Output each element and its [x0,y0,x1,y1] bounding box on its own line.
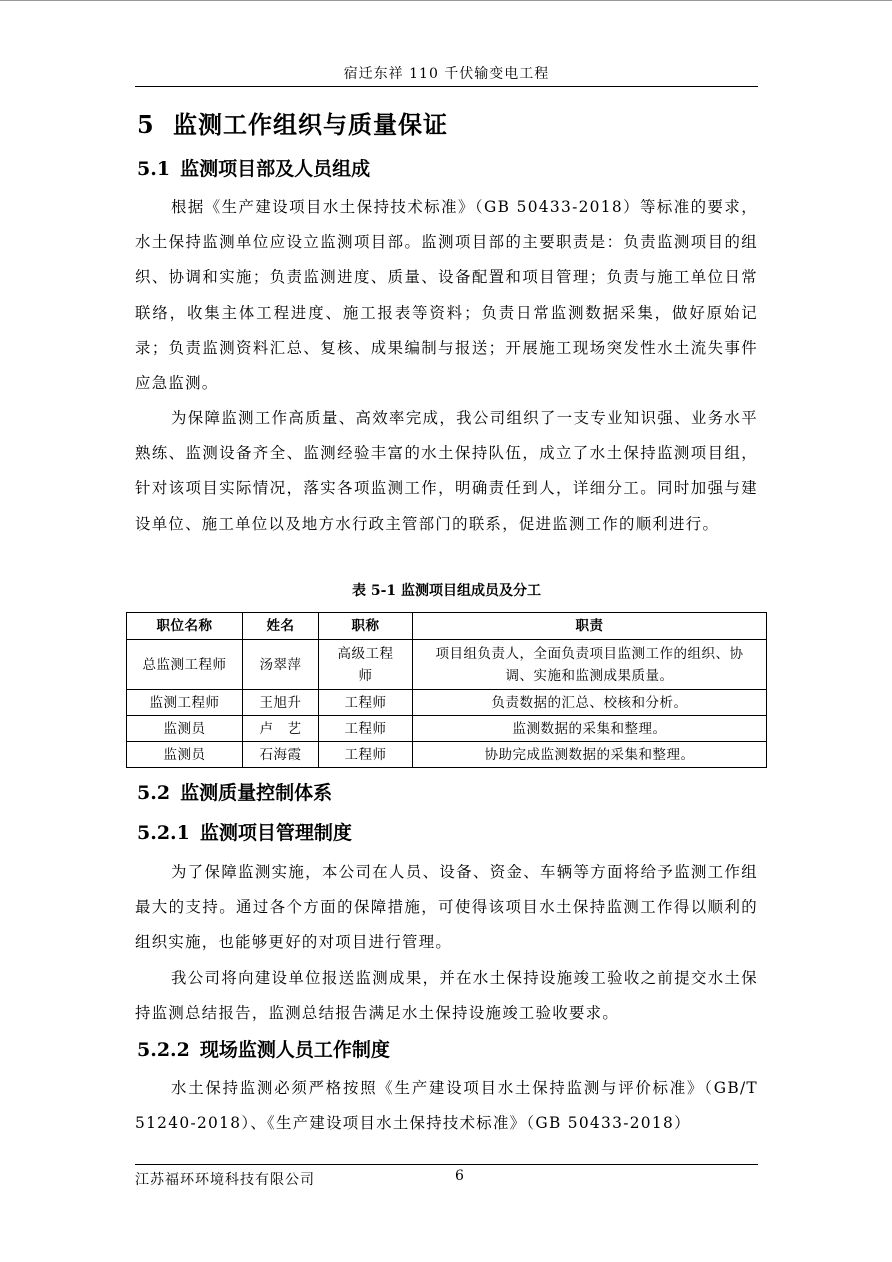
paragraph: 我公司将向建设单位报送监测成果，并在水土保持设施竣工验收之前提交水土保持监测总结报告，监测总结报告满足水土保持设施竣工验收要求。 [135,969,758,1023]
section-5-1-heading [137,155,370,183]
table-cell: 监测工程师 [127,690,243,716]
section-number: 5 [137,110,155,139]
column-header: 职位名称 [127,613,243,640]
section-5-2-2-heading [137,1036,390,1064]
paragraph: 根据《生产建设项目水土保持技术标准》（GB 50433-2018）等标准的要求，水土保持监测单位应设立监测项目部。监测项目部的主要职责是：负责监测项目的组织、协调和实施；负责监测进度、质量、设备配置和项目管理；负责与施工单位日常联络，收集主体工程进度、施工报表等资料；负责日常监测数据采集，做好原始记录；负责监测资料汇总、复核、成果编制与报送；开展施工现场突发性水土流失事件应急监测。 [135,198,758,393]
paragraph: 为保障监测工作高质量、高效率完成，我公司组织了一支专业知识强、业务水平熟练、监测设备齐全、监测经验丰富的水土保持队伍，成立了水土保持监测项目组，针对该项目实际情况，落实各项监测工作，明确责任到人，详细分工。同时加强与建设单位、施工单位以及地方水行政主管部门的联系，促进监测工作的顺利进行。 [135,409,758,533]
footer-company: 江苏福环环境科技有限公司 [135,1172,315,1188]
table-row [127,716,767,742]
table-cell: 高级工程师 [319,640,413,690]
section-5-heading [137,108,448,142]
section-5-2-1-heading [137,819,352,847]
table-cell: 工程师 [319,690,413,716]
table-cell: 石海霞 [243,742,319,768]
table-cell: 协助完成监测数据的采集和整理。 [413,742,767,768]
page-number: 6 [455,1168,464,1184]
table-cell: 监测员 [127,742,243,768]
table-cell: 总监测工程师 [127,640,243,690]
table-row [127,690,767,716]
table-cell: 负责数据的汇总、校核和分析。 [413,690,767,716]
column-header: 职称 [319,613,413,640]
heading-title: 监测项目部及人员组成 [180,158,371,180]
heading-number: 5.1 [137,158,171,180]
header-rule [135,86,758,87]
table-cell: 监测数据的采集和整理。 [413,716,767,742]
heading-number: 5.2.2 [137,1039,190,1061]
paragraph: 水土保持监测必须严格按照《生产建设项目水土保持监测与评价标准》（GB/T 51240-2018）、《生产建设项目水土保持技术标准》（GB 50433-2018） [135,1079,758,1133]
section-5-2-heading [137,779,332,807]
heading-title: 监测项目管理制度 [199,822,352,844]
staff-table [126,612,767,768]
heading-title: 现场监测人员工作制度 [199,1039,390,1061]
table-cell: 王旭升 [243,690,319,716]
table-header-row [127,613,767,640]
table-cell: 汤翠萍 [243,640,319,690]
table-cell: 监测员 [127,716,243,742]
column-header: 姓名 [243,613,319,640]
table-row [127,640,767,690]
page-top-border [0,0,892,1]
table-cell: 项目组负责人，全面负责项目监测工作的组织、协调、实施和监测成果质量。 [413,640,767,690]
table-cell: 卢 艺 [243,716,319,742]
running-header: 宿迁东祥 110 千伏输变电工程 [343,66,550,82]
heading-number: 5.2.1 [137,822,190,844]
table-cell: 工程师 [319,716,413,742]
table-caption: 表 5-1 监测项目组成员及分工 [351,583,542,599]
footer-rule [135,1164,758,1165]
heading-number: 5.2 [137,782,171,804]
column-header: 职责 [413,613,767,640]
table-cell: 工程师 [319,742,413,768]
heading-title: 监测质量控制体系 [180,782,333,804]
section-title: 监测工作组织与质量保证 [173,110,448,139]
paragraph: 为了保障监测实施，本公司在人员、设备、资金、车辆等方面将给予监测工作组最大的支持。通过各个方面的保障措施，可使得该项目水土保持监测工作得以顺利的组织实施，也能够更好的对项目进行管理。 [135,863,758,952]
table-row [127,742,767,768]
